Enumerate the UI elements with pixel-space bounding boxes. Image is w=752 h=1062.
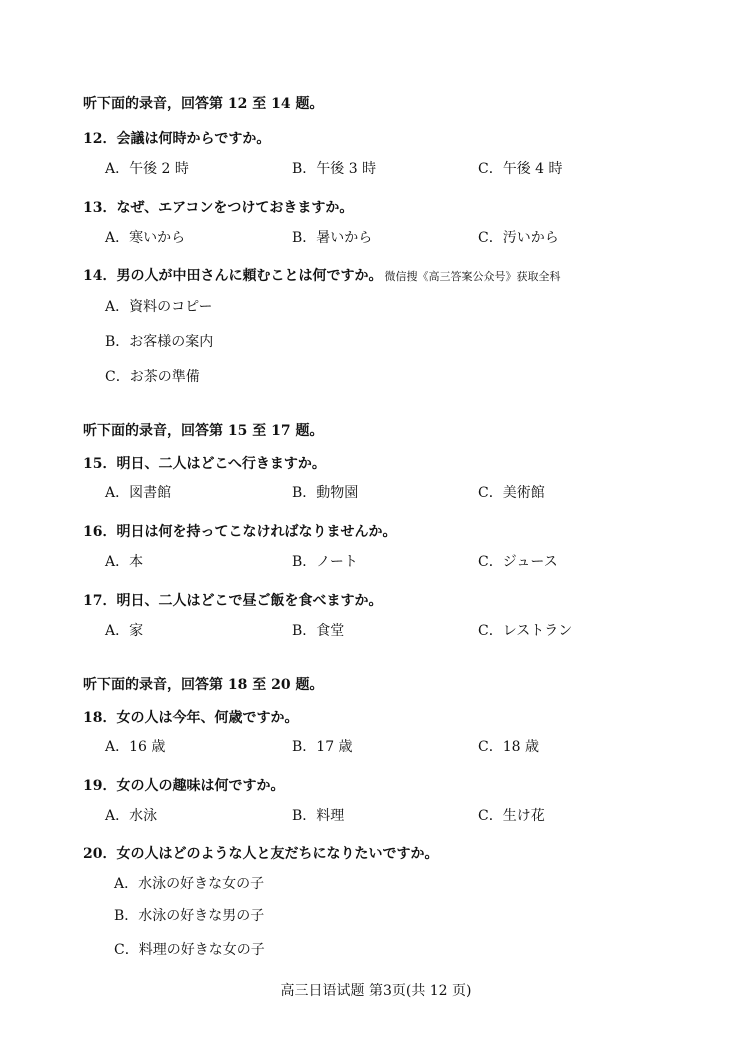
option-16-c: C．ジュース bbox=[478, 554, 558, 570]
question-number: 17． bbox=[83, 593, 117, 609]
option-13-a: A．寒いから bbox=[105, 230, 186, 246]
question-14 bbox=[83, 267, 560, 286]
option-20-a: A．水泳の好きな女の子 bbox=[114, 876, 265, 892]
question-number: 15． bbox=[83, 456, 117, 472]
option-20-c: C．料理の好きな女の子 bbox=[114, 942, 265, 958]
question-number: 20． bbox=[83, 846, 117, 862]
option-12-c: C．午後 4 時 bbox=[478, 161, 563, 177]
option-20-b: B．水泳の好きな男の子 bbox=[114, 908, 265, 924]
option-13-c: C．汚いから bbox=[478, 230, 559, 246]
question-number: 19． bbox=[83, 778, 117, 794]
option-15-b: B．動物園 bbox=[292, 485, 359, 501]
watermark-text: 微信搜《高三答案公众号》获取全科 bbox=[384, 270, 561, 283]
option-16-b: B．ノート bbox=[292, 554, 358, 570]
question-text: 女の人の趣味は何ですか。 bbox=[116, 778, 285, 794]
question-text: 明日、二人はどこで昼ご飯を食べますか。 bbox=[116, 593, 383, 609]
question-18 bbox=[83, 709, 298, 727]
question-number: 13． bbox=[83, 200, 117, 216]
question-text: 明日は何を持ってこなければなりませんか。 bbox=[116, 524, 397, 540]
question-15 bbox=[83, 455, 326, 473]
option-17-a: A．家 bbox=[105, 623, 144, 639]
option-12-a: A．午後 2 時 bbox=[105, 161, 189, 177]
question-13 bbox=[83, 199, 353, 217]
option-16-a: A．本 bbox=[105, 554, 144, 570]
question-text: なぜ、エアコンをつけておきますか。 bbox=[116, 200, 354, 216]
question-text: 女の人はどのような人と友だちになりたいですか。 bbox=[116, 846, 439, 862]
question-text: 女の人は今年、何歳ですか。 bbox=[116, 710, 299, 726]
option-18-a: A．16 歳 bbox=[105, 739, 166, 755]
question-text: 明日、二人はどこへ行きますか。 bbox=[116, 456, 326, 472]
option-12-b: B．午後 3 時 bbox=[292, 161, 377, 177]
option-14-b: B．お客様の案内 bbox=[105, 334, 214, 350]
question-number: 18． bbox=[83, 710, 117, 726]
question-12 bbox=[83, 130, 270, 148]
question-20 bbox=[83, 845, 438, 863]
question-text: 会議は何時からですか。 bbox=[116, 131, 271, 147]
section-instruction-1: 听下面的录音，回答第 12 至 14 题。 bbox=[83, 96, 324, 112]
option-19-b: B．料理 bbox=[292, 808, 345, 824]
option-14-c: C．お茶の準備 bbox=[105, 369, 200, 385]
section-instruction-3: 听下面的录音，回答第 18 至 20 题。 bbox=[83, 677, 324, 693]
option-15-a: A．図書館 bbox=[105, 485, 172, 501]
question-19 bbox=[83, 777, 284, 795]
option-18-b: B．17 歳 bbox=[292, 739, 353, 755]
page-footer: 高三日语试题 第3页(共 12 页) bbox=[280, 983, 472, 999]
question-16 bbox=[83, 523, 396, 541]
option-13-b: B．暑いから bbox=[292, 230, 373, 246]
option-14-a: A．資料のコピー bbox=[105, 299, 213, 315]
option-15-c: C．美術館 bbox=[478, 485, 545, 501]
option-17-b: B．食堂 bbox=[292, 623, 345, 639]
option-19-c: C．生け花 bbox=[478, 808, 545, 824]
question-number: 14． bbox=[83, 268, 117, 284]
question-number: 16． bbox=[83, 524, 117, 540]
option-18-c: C．18 歳 bbox=[478, 739, 539, 755]
option-17-c: C．レストラン bbox=[478, 623, 573, 639]
question-text: 男の人が中田さんに頼むことは何ですか。 bbox=[116, 268, 383, 284]
section-instruction-2: 听下面的录音，回答第 15 至 17 题。 bbox=[83, 423, 324, 439]
question-number: 12． bbox=[83, 131, 117, 147]
option-19-a: A．水泳 bbox=[105, 808, 158, 824]
question-17 bbox=[83, 592, 382, 610]
